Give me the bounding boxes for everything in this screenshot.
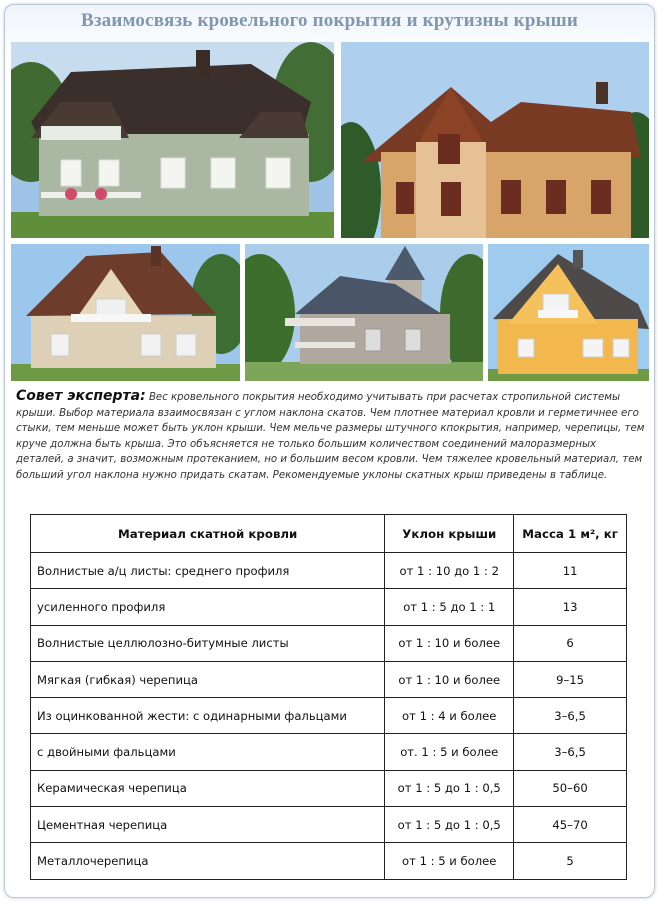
cell-mass: 5 <box>514 843 627 879</box>
table-row <box>31 807 627 843</box>
table-row <box>31 698 627 734</box>
table-row <box>31 843 627 879</box>
cell-slope: от 1 : 5 до 1 : 0,5 <box>385 807 514 843</box>
cell-mass: 9–15 <box>514 661 627 697</box>
cell-material: Волнистые целлюлозно-битумные листы <box>31 625 385 661</box>
cell-slope: от 1 : 5 и более <box>385 843 514 879</box>
header-material: Материал скатной кровли <box>31 515 385 553</box>
cell-slope: от 1 : 10 и более <box>385 625 514 661</box>
cell-mass: 13 <box>514 589 627 625</box>
table-row <box>31 770 627 806</box>
cell-slope: от 1 : 4 и более <box>385 698 514 734</box>
cell-mass: 3–6,5 <box>514 734 627 770</box>
photo-yellow-house <box>488 244 649 381</box>
cell-mass: 45–70 <box>514 807 627 843</box>
cell-material: усиленного профиля <box>31 589 385 625</box>
cell-slope: от 1 : 10 и более <box>385 661 514 697</box>
roofing-table <box>30 514 627 880</box>
header-slope: Уклон крыши <box>385 515 514 553</box>
page-title: Взаимосвязь кровельного покрытия и крутизны крыши <box>80 10 579 31</box>
cell-material: Из оцинкованной жести: с одинарными фальцами <box>31 698 385 734</box>
cell-material: Металлочерепица <box>31 843 385 879</box>
expert-advice-lead: Совет эксперта: <box>16 388 146 404</box>
expert-advice <box>16 389 646 484</box>
cell-material: Волнистые а/ц листы: среднего профиля <box>31 553 385 589</box>
table-header-row <box>31 515 627 553</box>
header-mass: Масса 1 м², кг <box>514 515 627 553</box>
table-row <box>31 625 627 661</box>
cell-slope: от 1 : 5 до 1 : 0,5 <box>385 770 514 806</box>
photo-turret-house <box>245 244 483 381</box>
photo-green-mansard-house <box>11 42 334 238</box>
cell-mass: 11 <box>514 553 627 589</box>
photo-light-house <box>11 244 240 381</box>
cell-slope: от. 1 : 5 и более <box>385 734 514 770</box>
cell-material: Цементная черепица <box>31 807 385 843</box>
table-row <box>31 661 627 697</box>
table-row <box>31 734 627 770</box>
cell-mass: 3–6,5 <box>514 698 627 734</box>
photo-brick-house <box>341 42 649 238</box>
cell-mass: 6 <box>514 625 627 661</box>
expert-advice-text: Вес кровельного покрытия необходимо учитывать при расчетах стропильной системы крыши. Выбор материала взаимосвязан с углом наклона скатов. Чем плотнее материал кровли и герметичнее его стыки, тем меньше может быть уклон крыши. Чем мельче размеры штучного кпокрытия, например, черепицы, тем круче должна быть крыша. Это объясняется не только большим количеством соединений малоразмерных деталей, а значит, возможным протеканием, но и большим весом кровли. Чем тяжелее кровельный материал, тем больший угол наклона нужно придать скатам. Рекомендуемые уклоны скатных крыш приведены в таблице. <box>16 392 645 481</box>
cell-material: Мягкая (гибкая) черепица <box>31 661 385 697</box>
cell-slope: от 1 : 5 до 1 : 1 <box>385 589 514 625</box>
cell-material: с двойными фальцами <box>31 734 385 770</box>
table-row <box>31 553 627 589</box>
table-row <box>31 589 627 625</box>
cell-material: Керамическая черепица <box>31 770 385 806</box>
cell-slope: от 1 : 10 до 1 : 2 <box>385 553 514 589</box>
cell-mass: 50–60 <box>514 770 627 806</box>
